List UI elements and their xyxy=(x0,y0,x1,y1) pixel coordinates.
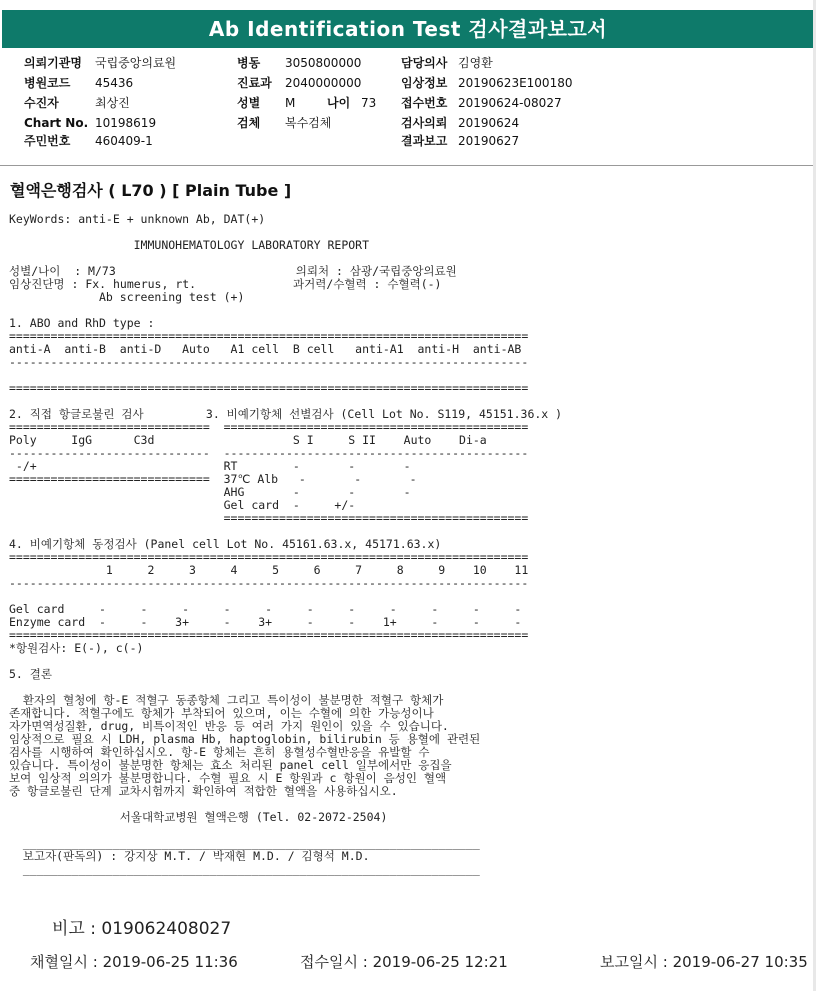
header-value: 20190624-08027 xyxy=(458,96,562,110)
report-line: 존재합니다. 적혈구에도 항체가 부착되어 있으며, 이는 수혈에 의한 가능성이나 xyxy=(9,706,434,720)
report-line: 4. 비예기항체 동정검사 (Panel cell Lot No. 45161.63.x, 45171.63.x) xyxy=(9,537,442,551)
header-label: 검체 xyxy=(237,116,261,130)
header-value: 20190623E100180 xyxy=(458,76,573,90)
report-line: ============================= ============================================ xyxy=(9,420,529,434)
report-line: -/+ RT - - - xyxy=(9,459,411,473)
age-value: 73 xyxy=(361,96,377,110)
report-datetime xyxy=(600,951,808,972)
receipt-label: 접수일시 : xyxy=(300,953,368,971)
report-body xyxy=(9,213,562,876)
section-title: 혈액은행검사 ( L70 ) [ Plain Tube ] xyxy=(10,181,292,200)
report-title: Ab Identification Test 검사결과보고서 xyxy=(2,10,814,48)
report-line: =========================================================================== xyxy=(9,329,529,343)
header-label: Chart No. xyxy=(24,116,89,130)
report-line: Gel card - - - - - - - - - - - xyxy=(9,602,522,616)
header-label: 검사의뢰 xyxy=(401,116,448,130)
age-label: 나이 xyxy=(327,96,351,110)
header-value: 최상진 xyxy=(95,96,130,110)
header-label: 접수번호 xyxy=(401,96,448,110)
report-line: =========================================================================== xyxy=(9,381,529,395)
header-label: 수진자 xyxy=(24,96,59,110)
report-line: 보고자(판독의) : 강지상 M.T. / 박재현 M.D. / 김형석 M.D. xyxy=(9,849,370,863)
report-line: 중 항글로불린 단계 교차시험까지 확인하여 적합한 혈액을 사용하십시오. xyxy=(9,784,398,798)
report-line: Gel card - +/- xyxy=(9,498,356,512)
report-line: IMMUNOHEMATOLOGY LABORATORY REPORT xyxy=(9,238,370,252)
header-value: M xyxy=(285,96,296,110)
header-label: 의뢰기관명 xyxy=(24,56,82,70)
report-line: 임상진단명 : Fx. humerus, rt. 과거력/수혈력 : 수혈력(-) xyxy=(9,277,442,291)
header-value: 10198619 xyxy=(95,116,157,130)
header-value: 김영환 xyxy=(458,56,493,70)
remark xyxy=(52,914,231,939)
report-line: 2. 직접 항글로불린 검사 3. 비예기항체 선별검사 (Cell Lot No. S119, 45151.36.x ) xyxy=(9,407,563,421)
report-line: AHG - - - xyxy=(9,485,411,499)
receipt-datetime xyxy=(300,951,508,972)
report-line: Poly IgG C3d S I S II Auto Di-a xyxy=(9,433,487,447)
report-line: ----------------------------- -------------------------------------------- xyxy=(9,446,529,460)
report-label: 보고일시 : xyxy=(600,953,668,971)
header-label: 결과보고 xyxy=(401,134,448,148)
report-line: 1 2 3 4 5 6 7 8 9 10 11 xyxy=(9,563,529,577)
report-line: 자가면역성질환, drug, 비특이적인 반응 등 여러 가지 원인이 있을 수 있습니다. xyxy=(9,719,449,733)
report-line: ============================================ xyxy=(9,511,529,525)
report-line: --------------------------------------------------------------------------- xyxy=(9,355,529,369)
header-value: 3050800000 xyxy=(285,56,362,70)
report-line: anti-A anti-B anti-D Auto A1 cell B cell anti-A1 anti-H anti-AB xyxy=(9,342,522,356)
report-line: __________________________________________________________________ xyxy=(9,836,480,850)
report-line: =========================================================================== xyxy=(9,550,529,564)
collection-datetime xyxy=(30,951,238,972)
remark-value: 019062408027 xyxy=(101,919,232,939)
report-line: __________________________________________________________________ xyxy=(9,862,480,876)
header-value: 20190624 xyxy=(458,116,520,130)
remark-label: 비고 : xyxy=(52,919,96,939)
header-label: 담당의사 xyxy=(401,56,448,70)
header-label: 병동 xyxy=(237,56,261,70)
header-value: 20190627 xyxy=(458,134,520,148)
report-line: 1. ABO and RhD type : xyxy=(9,316,155,330)
report-line: Ab screening test (+) xyxy=(9,290,245,304)
report-line: =========================================================================== xyxy=(9,628,529,642)
report-line: 검사를 시행하여 확인하십시오. 항-E 항체는 흔히 용혈성수혈반응을 유발할 수 xyxy=(9,745,430,759)
collection-value: 2019-06-25 11:36 xyxy=(102,953,238,971)
header-label: 성별 xyxy=(237,96,261,110)
receipt-value: 2019-06-25 12:21 xyxy=(372,953,508,971)
header-value: 45436 xyxy=(95,76,134,90)
report-line: ============================= 37℃ Alb - - - xyxy=(9,472,417,486)
report-value: 2019-06-27 10:35 xyxy=(672,953,808,971)
report-line xyxy=(9,655,562,668)
report-line: KeyWords: anti-E + unknown Ab, DAT(+) xyxy=(9,212,266,226)
header-label: 병원코드 xyxy=(24,76,71,90)
report-line: 있습니다. 특이성이 불분명한 항체는 효소 처리된 panel cell 일부에서만 응집을 xyxy=(9,758,452,772)
report-line: 서울대학교병원 혈액은행 (Tel. 02-2072-2504) xyxy=(9,810,388,824)
header-value: 460409-1 xyxy=(95,134,153,148)
report-line: *항원검사: E(-), c(-) xyxy=(9,641,144,655)
header-value: 복수검체 xyxy=(285,116,332,130)
report-line: 5. 결론 xyxy=(9,667,52,681)
report-line: 임상적으로 필요 시 LDH, plasma Hb, haptoglobin, bilirubin 등 용혈에 관련된 xyxy=(9,732,481,746)
header-value: 국립중앙의료원 xyxy=(95,56,177,70)
report-line: 보여 임상적 의의가 불분명합니다. 수혈 필요 시 E 항원과 c 항원이 음성인 혈액 xyxy=(9,771,447,785)
header-value: 2040000000 xyxy=(285,76,362,90)
report-line: 성별/나이 : M/73 의뢰처 : 삼광/국립중앙의료원 xyxy=(9,264,457,278)
report-line: 환자의 혈청에 항-E 적혈구 동종항체 그리고 특이성이 불분명한 적혈구 항체가 xyxy=(9,693,444,707)
collection-label: 채혈일시 : xyxy=(30,953,98,971)
header-label: 임상정보 xyxy=(401,76,448,90)
report-line: --------------------------------------------------------------------------- xyxy=(9,576,529,590)
header-divider xyxy=(0,165,816,166)
header-label: 주민번호 xyxy=(24,134,71,148)
report-line: Enzyme card - - 3+ - 3+ - - 1+ - - - xyxy=(9,615,522,629)
header-label: 진료과 xyxy=(237,76,272,90)
